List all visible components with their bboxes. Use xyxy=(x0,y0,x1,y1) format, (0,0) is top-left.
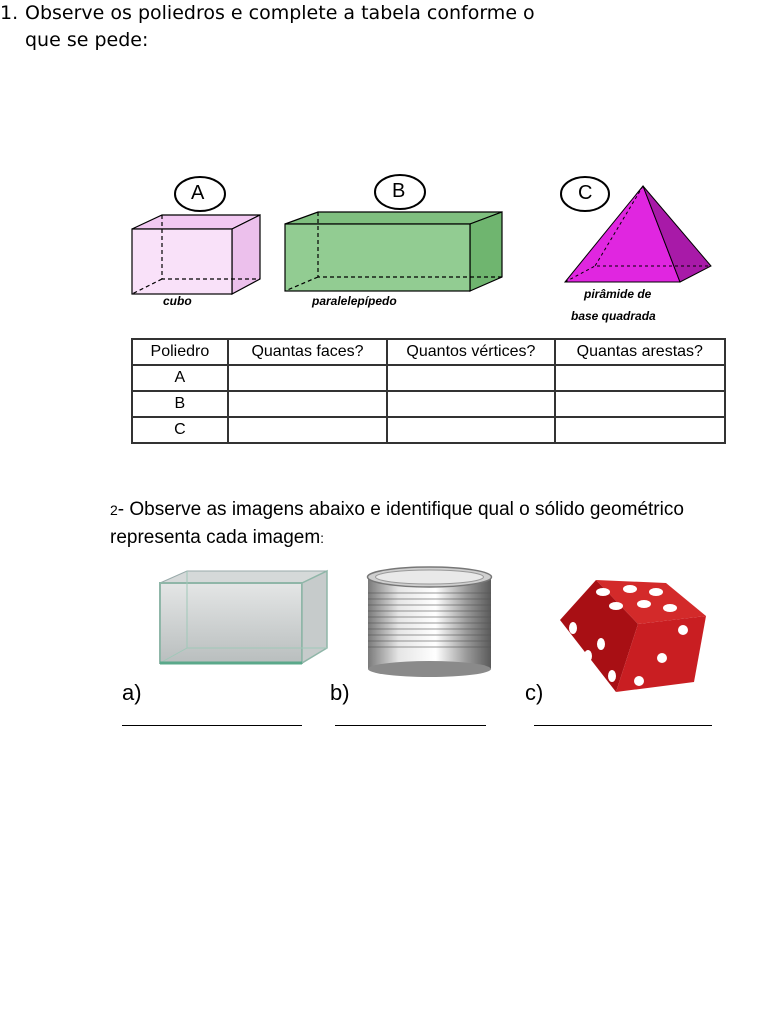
answer-cell[interactable] xyxy=(387,365,554,391)
table-header: Quantas arestas? xyxy=(555,339,725,365)
die-illustration xyxy=(558,580,710,695)
answer-line-a[interactable] xyxy=(122,725,302,726)
row-label: A xyxy=(132,365,228,391)
table-row xyxy=(132,417,725,443)
option-c-label: c) xyxy=(525,680,544,705)
question-1-number: 1. xyxy=(0,2,19,24)
tin-can-illustration xyxy=(362,565,497,680)
figure-c-caption-line-2: base quadrada xyxy=(571,309,656,323)
question-2-colon: : xyxy=(320,530,325,546)
answer-cell[interactable] xyxy=(228,391,387,417)
table-header: Quantos vértices? xyxy=(387,339,554,365)
tin-can-image xyxy=(362,565,497,680)
answer-line-b[interactable] xyxy=(335,725,486,726)
answer-line-c[interactable] xyxy=(534,725,712,726)
answer-cell[interactable] xyxy=(228,417,387,443)
row-label: C xyxy=(132,417,228,443)
answer-cell[interactable] xyxy=(555,365,725,391)
figure-c-piramide xyxy=(555,172,725,327)
table-header: Quantas faces? xyxy=(228,339,387,365)
answer-cell[interactable] xyxy=(555,417,725,443)
question-2-text: - Observe as imagens abaixo e identifique qual o sólido geométrico representa cada imagem xyxy=(110,499,684,548)
red-die-image xyxy=(558,580,710,695)
option-a-label: a) xyxy=(122,680,142,705)
question-2-number: 2 xyxy=(110,502,118,518)
figure-b-paralelepipedo xyxy=(280,172,510,312)
figure-b-letter: B xyxy=(392,180,406,202)
table-row xyxy=(132,365,725,391)
table-header: Poliedro xyxy=(132,339,228,365)
figure-b-caption: paralelepípedo xyxy=(312,294,397,308)
answer-cell[interactable] xyxy=(228,365,387,391)
table-header-row xyxy=(132,339,725,365)
poliedros-table xyxy=(131,338,726,444)
answer-cell[interactable] xyxy=(387,417,554,443)
aquarium-illustration xyxy=(155,568,330,686)
row-label: B xyxy=(132,391,228,417)
answer-cell[interactable] xyxy=(387,391,554,417)
answer-cell[interactable] xyxy=(555,391,725,417)
glass-aquarium-image xyxy=(155,568,330,686)
figure-a-caption: cubo xyxy=(163,294,192,308)
figure-c-letter: C xyxy=(578,182,593,204)
question-1-text: Observe os poliedros e complete a tabela conforme o que se pede: xyxy=(25,2,535,51)
table-row xyxy=(132,391,725,417)
option-b-label: b) xyxy=(330,680,350,705)
question-2 xyxy=(110,496,710,552)
figure-a-letter: A xyxy=(191,182,205,204)
figure-c-caption-line-1: pirâmide de xyxy=(584,287,652,301)
figure-a-cube xyxy=(125,172,270,312)
